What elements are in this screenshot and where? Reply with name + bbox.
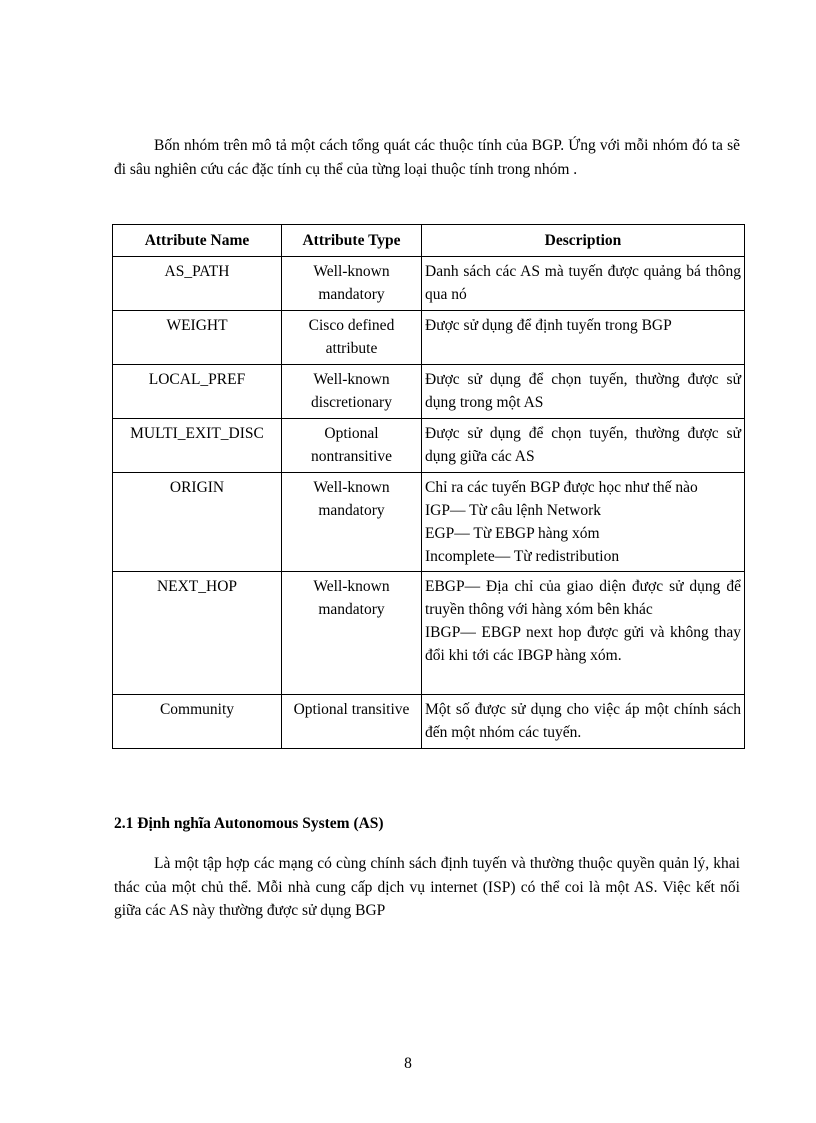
attribute-type-cell <box>282 473 422 572</box>
description-cell <box>422 473 745 572</box>
attribute-name-cell: AS_PATH <box>113 257 282 311</box>
description-cell <box>422 365 745 419</box>
description-cell <box>422 572 745 695</box>
description-line: IGP— Từ câu lệnh Network <box>425 502 601 519</box>
description-line: Được sử dụng để định tuyến trong BGP <box>425 317 672 334</box>
table-row <box>113 365 745 419</box>
table-header-row <box>113 225 745 257</box>
attribute-name-cell: MULTI_EXIT_DISC <box>113 419 282 473</box>
description-line: Incomplete— Từ redistribution <box>425 548 620 565</box>
section-heading: 2.1 Định nghĩa Autonomous System (AS) <box>114 815 384 832</box>
description-cell <box>422 257 745 311</box>
attribute-type-line: Cisco defined <box>308 317 395 334</box>
table-row <box>113 473 745 572</box>
attribute-name-cell: ORIGIN <box>113 473 282 572</box>
attribute-type-line: Optional transitive <box>293 701 410 718</box>
table-row <box>113 257 745 311</box>
attribute-name-cell: LOCAL_PREF <box>113 365 282 419</box>
intro-paragraph: Bốn nhóm trên mô tả một cách tổng quát các thuộc tính của BGP. Ứng với mỗi nhóm đó ta sẽ đi sâu nghiên cứu các đặc tính cụ thể của từng loại thuộc tính trong nhóm . <box>114 137 740 178</box>
table-row <box>113 572 745 695</box>
attribute-type-cell <box>282 572 422 695</box>
attribute-type-cell <box>282 695 422 749</box>
description-cell <box>422 311 745 365</box>
attribute-type-line: mandatory <box>318 286 385 303</box>
attribute-type-line: mandatory <box>318 502 385 519</box>
description-line: Được sử dụng để chọn tuyến, thường được sử dụng giữa các AS <box>425 425 741 465</box>
header-attribute-name: Attribute Name <box>113 225 282 257</box>
description-line: EGP— Từ EBGP hàng xóm <box>425 525 600 542</box>
description-line: Một số được sử dụng cho việc áp một chính sách đến một nhóm các tuyến. <box>425 701 741 741</box>
table-row <box>113 419 745 473</box>
attribute-type-line: Well-known <box>313 263 390 280</box>
attribute-type-cell <box>282 311 422 365</box>
attribute-type-line: attribute <box>325 340 378 357</box>
attribute-type-cell <box>282 365 422 419</box>
attribute-type-line: nontransitive <box>311 448 392 465</box>
description-cell <box>422 695 745 749</box>
attribute-type-line: discretionary <box>311 394 392 411</box>
description-line: Danh sách các AS mà tuyến được quảng bá thông qua nó <box>425 263 741 303</box>
header-attribute-type: Attribute Type <box>282 225 422 257</box>
attribute-type-line: Optional <box>324 425 379 442</box>
header-description: Description <box>422 225 745 257</box>
page-number: 8 <box>404 1055 412 1072</box>
attribute-name-cell: NEXT_HOP <box>113 572 282 695</box>
attribute-type-line: Well-known <box>313 578 390 595</box>
attribute-type-line: Well-known <box>313 479 390 496</box>
attribute-type-line: mandatory <box>318 601 385 618</box>
attribute-type-line: Well-known <box>313 371 390 388</box>
description-line: Được sử dụng để chọn tuyến, thường được sử dụng trong một AS <box>425 371 741 411</box>
attribute-name-cell: Community <box>113 695 282 749</box>
description-line: EBGP— Địa chỉ của giao diện được sử dụng để truyền thông với hàng xóm bên khác <box>425 578 741 618</box>
attribute-type-cell <box>282 419 422 473</box>
description-line: Chỉ ra các tuyến BGP được học như thế nào <box>425 479 698 496</box>
description-line: IBGP— EBGP next hop được gửi và không thay đổi khi tới các IBGP hàng xóm. <box>425 624 741 664</box>
description-cell <box>422 419 745 473</box>
attribute-type-cell <box>282 257 422 311</box>
bgp-attributes-table <box>112 224 745 749</box>
section-paragraph: Là một tập hợp các mạng có cùng chính sách định tuyến và thường thuộc quyền quản lý, khai thác của một chủ thể. Mỗi nhà cung cấp dịch vụ internet (ISP) có thể coi là một AS. Việc kết nối giữa các AS này thường được sử dụng BGP <box>114 855 740 919</box>
table-row <box>113 311 745 365</box>
attribute-name-cell: WEIGHT <box>113 311 282 365</box>
table-row <box>113 695 745 749</box>
